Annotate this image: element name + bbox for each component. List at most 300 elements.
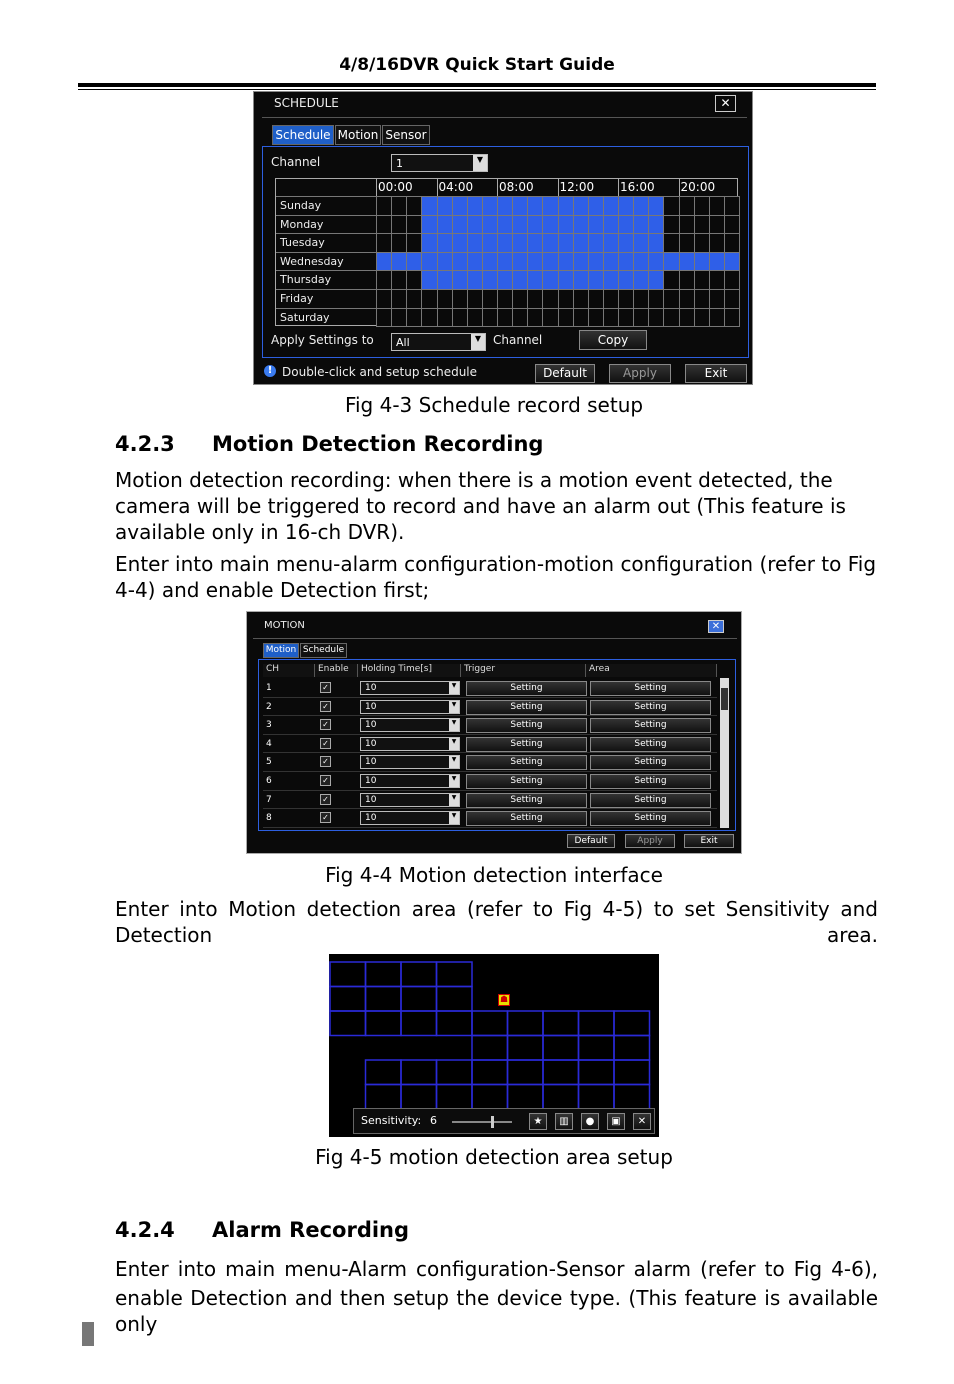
area-cell[interactable] [366,1060,402,1085]
schedule-cell[interactable] [603,215,619,235]
schedule-cell[interactable] [618,252,634,272]
schedule-cell[interactable] [633,270,649,290]
area-cell[interactable] [437,1060,473,1085]
schedule-cell[interactable] [694,215,710,235]
area-cell[interactable] [543,1011,579,1036]
footer-marker [82,1322,94,1346]
schedule-cell[interactable] [694,270,710,290]
schedule-cell[interactable] [694,233,710,253]
schedule-cell[interactable] [376,308,392,328]
schedule-cell[interactable] [618,215,634,235]
enable-checkbox[interactable]: ✓ [320,794,331,805]
schedule-cell[interactable] [648,233,664,253]
schedule-cell[interactable] [376,215,392,235]
schedule-cell[interactable] [724,233,740,253]
schedule-cell[interactable] [391,270,407,290]
schedule-cell[interactable] [497,233,513,253]
save-icon[interactable]: ▣ [607,1113,625,1130]
chevron-down-icon: ▼ [449,738,459,750]
area-cell[interactable] [401,1011,437,1036]
schedule-cell[interactable] [709,270,725,290]
schedule-cell[interactable] [406,196,422,216]
enable-checkbox[interactable]: ✓ [320,701,331,712]
schedule-cell[interactable] [406,215,422,235]
header-rule-thick [78,83,876,87]
holding-time-select[interactable] [360,755,460,769]
schedule-cell[interactable] [376,233,392,253]
schedule-cell[interactable] [542,270,558,290]
sensitivity-slider-thumb[interactable] [491,1116,494,1128]
close-icon[interactable]: ✕ [633,1113,651,1130]
schedule-cell[interactable] [512,289,528,309]
area-cell[interactable] [366,1011,402,1036]
schedule-cell[interactable] [588,233,604,253]
section-title: Motion Detection Recording [212,432,544,456]
schedule-cell[interactable] [603,252,619,272]
chevron-down-icon: ▼ [449,812,459,824]
channel-select[interactable] [391,154,488,172]
schedule-cell[interactable] [482,270,498,290]
schedule-cell[interactable] [421,289,437,309]
schedule-cell[interactable] [421,308,437,328]
enable-checkbox[interactable]: ✓ [320,719,331,730]
schedule-cell[interactable] [452,215,468,235]
schedule-cell[interactable] [588,252,604,272]
schedule-cell[interactable] [497,196,513,216]
schedule-cell[interactable] [482,215,498,235]
area-cell[interactable] [614,1085,650,1110]
apply-settings-select[interactable] [391,333,486,351]
schedule-cell[interactable] [527,270,543,290]
area-cell[interactable] [579,1036,615,1061]
schedule-cell[interactable] [542,308,558,328]
schedule-cell[interactable] [648,270,664,290]
schedule-cell[interactable] [482,308,498,328]
schedule-cell[interactable] [573,308,589,328]
schedule-cell[interactable] [663,270,679,290]
schedule-cell[interactable] [452,233,468,253]
holding-time-select[interactable] [360,700,460,714]
schedule-cell[interactable] [482,289,498,309]
trigger-setting-button[interactable]: Setting [466,718,587,733]
schedule-cell[interactable] [421,252,437,272]
schedule-cell[interactable] [512,270,528,290]
schedule-cell[interactable] [437,270,453,290]
tab-schedule[interactable]: Schedule [272,125,334,145]
area-setting-button[interactable]: Setting [590,793,711,808]
schedule-cell[interactable] [437,196,453,216]
area-cell[interactable] [508,1060,544,1085]
schedule-grid[interactable] [275,178,738,326]
area-cell[interactable] [508,1011,544,1036]
schedule-cell[interactable] [406,308,422,328]
schedule-cell[interactable] [421,270,437,290]
schedule-cell[interactable] [724,252,740,272]
schedule-cell[interactable] [558,233,574,253]
area-setting-button[interactable]: Setting [590,718,711,733]
area-cell[interactable] [508,1036,544,1061]
schedule-cell[interactable] [497,308,513,328]
schedule-cell[interactable] [437,252,453,272]
area-cell[interactable] [614,1011,650,1036]
schedule-cell[interactable] [421,215,437,235]
schedule-cell[interactable] [558,215,574,235]
area-cell[interactable] [543,1036,579,1061]
schedule-cell[interactable] [497,215,513,235]
section-4-2-4-heading [115,1218,409,1242]
schedule-cell[interactable] [633,215,649,235]
area-cell[interactable] [508,1085,544,1110]
schedule-cell[interactable] [573,289,589,309]
schedule-cell[interactable] [376,289,392,309]
schedule-cell[interactable] [467,252,483,272]
area-cell[interactable] [330,1011,366,1036]
motion-exit-button[interactable]: Exit [684,834,734,848]
scrollbar-thumb[interactable] [721,688,728,710]
schedule-cell[interactable] [603,308,619,328]
area-cell[interactable] [579,1085,615,1110]
schedule-cell[interactable] [527,196,543,216]
area-cell[interactable] [401,1085,437,1110]
holding-time-select[interactable] [360,718,460,732]
schedule-cell[interactable] [603,270,619,290]
schedule-cell[interactable] [679,308,695,328]
info-icon: ! [264,365,276,377]
schedule-cell[interactable] [603,233,619,253]
holding-time-select[interactable] [360,774,460,788]
schedule-cell[interactable] [437,233,453,253]
schedule-cell[interactable] [679,270,695,290]
schedule-cell[interactable] [527,252,543,272]
schedule-window-title: SCHEDULE [274,96,339,110]
schedule-cell[interactable] [467,233,483,253]
schedule-cell[interactable] [542,233,558,253]
area-cell[interactable] [366,1085,402,1110]
area-cell[interactable] [614,1036,650,1061]
clear-all-icon[interactable]: ▥ [555,1113,573,1130]
schedule-cell[interactable] [573,252,589,272]
area-cell[interactable] [579,1060,615,1085]
schedule-cell[interactable] [421,233,437,253]
column-header: Area [586,664,717,677]
schedule-cell[interactable] [512,215,528,235]
enable-checkbox[interactable]: ✓ [320,756,331,767]
schedule-cell[interactable] [679,252,695,272]
schedule-cell[interactable] [452,252,468,272]
schedule-cell[interactable] [679,215,695,235]
schedule-cell[interactable] [391,196,407,216]
schedule-cell[interactable] [542,252,558,272]
tab-schedule[interactable]: Schedule [300,643,347,658]
holding-time-select[interactable] [360,681,460,695]
schedule-cell[interactable] [588,289,604,309]
schedule-cell[interactable] [406,270,422,290]
schedule-cell[interactable] [633,289,649,309]
schedule-cell[interactable] [573,233,589,253]
schedule-cell[interactable] [482,233,498,253]
trigger-setting-button[interactable]: Setting [466,811,587,826]
hour-label: 08:00 [499,180,534,194]
hour-tick [376,179,377,196]
schedule-cell[interactable] [391,233,407,253]
schedule-cell[interactable] [376,270,392,290]
schedule-cell[interactable] [618,196,634,216]
area-cell[interactable] [437,1085,473,1110]
schedule-cell[interactable] [648,196,664,216]
trigger-setting-button[interactable]: Setting [466,774,587,789]
schedule-cell[interactable] [573,215,589,235]
schedule-cell[interactable] [694,308,710,328]
area-cell[interactable] [472,1036,508,1061]
exit-button[interactable]: Exit [685,364,747,383]
paragraph-alarm-line2 [115,1285,878,1337]
area-cell[interactable] [472,1085,508,1110]
row-divider [276,196,376,197]
area-cell[interactable] [472,1060,508,1085]
copy-button[interactable]: Copy [579,330,647,350]
schedule-cell[interactable] [527,289,543,309]
schedule-cell[interactable] [497,289,513,309]
schedule-cell[interactable] [603,196,619,216]
area-cell[interactable] [579,1011,615,1036]
schedule-cell[interactable] [648,215,664,235]
trigger-setting-button[interactable]: Setting [466,793,587,808]
day-label: Friday [280,292,314,305]
schedule-cell[interactable] [482,252,498,272]
schedule-cell[interactable] [724,289,740,309]
schedule-cell[interactable] [618,233,634,253]
day-label: Sunday [280,199,322,212]
schedule-cell[interactable] [633,196,649,216]
area-cell[interactable] [472,1011,508,1036]
schedule-cell[interactable] [406,252,422,272]
select-all-icon[interactable]: ★ [529,1113,547,1130]
trigger-setting-button[interactable]: Setting [466,700,587,715]
schedule-cell[interactable] [452,308,468,328]
enable-checkbox[interactable]: ✓ [320,738,331,749]
schedule-cell[interactable] [663,233,679,253]
area-cell[interactable] [401,962,437,987]
schedule-cell[interactable] [709,308,725,328]
schedule-cell[interactable] [467,196,483,216]
schedule-cell[interactable] [633,252,649,272]
schedule-cell[interactable] [709,252,725,272]
enable-checkbox[interactable]: ✓ [320,812,331,823]
schedule-window [253,91,753,385]
schedule-cell[interactable] [406,233,422,253]
holding-time-select[interactable] [360,793,460,807]
schedule-cell[interactable] [467,289,483,309]
schedule-cell[interactable] [709,233,725,253]
schedule-cell[interactable] [512,252,528,272]
schedule-cell[interactable] [694,289,710,309]
chevron-down-icon: ▼ [449,701,459,713]
hour-tick [558,179,559,196]
schedule-cell[interactable] [467,308,483,328]
schedule-cell[interactable] [482,196,498,216]
area-setting-button[interactable]: Setting [590,737,711,752]
holding-time-select[interactable] [360,737,460,751]
schedule-cell[interactable] [527,215,543,235]
schedule-cell[interactable] [694,252,710,272]
schedule-cell[interactable] [391,252,407,272]
schedule-cell[interactable] [709,215,725,235]
scrollbar[interactable] [720,678,729,828]
trigger-setting-button[interactable]: Setting [466,681,587,696]
enable-checkbox[interactable]: ✓ [320,775,331,786]
hour-label: 04:00 [438,180,474,194]
channel-number: 8 [266,813,272,824]
schedule-cell[interactable] [558,252,574,272]
schedule-cell[interactable] [452,196,468,216]
schedule-cell[interactable] [406,289,422,309]
area-cell[interactable] [543,1085,579,1110]
schedule-cell[interactable] [497,270,513,290]
area-setting-button[interactable]: Setting [590,774,711,789]
schedule-cell[interactable] [391,308,407,328]
schedule-cell[interactable] [663,196,679,216]
schedule-cell[interactable] [709,196,725,216]
section-4-2-3-heading [115,432,543,456]
schedule-cell[interactable] [558,196,574,216]
motion-close-button[interactable]: ✕ [708,620,724,633]
row-divider [276,252,376,253]
tab-motion[interactable]: Motion [263,643,299,658]
area-cell[interactable] [543,1060,579,1085]
schedule-cell[interactable] [391,215,407,235]
schedule-cell[interactable] [603,289,619,309]
schedule-cell[interactable] [512,233,528,253]
schedule-cell[interactable] [558,270,574,290]
schedule-cell[interactable] [663,289,679,309]
schedule-cell[interactable] [679,289,695,309]
hour-label: 16:00 [620,180,655,194]
schedule-hint: Double-click and setup schedule [282,365,478,379]
fig-4-4-caption: Fig 4-4 Motion detection interface [325,863,663,887]
schedule-cell[interactable] [542,215,558,235]
schedule-cell[interactable] [512,308,528,328]
schedule-cell[interactable] [724,196,740,216]
schedule-cell[interactable] [437,215,453,235]
tab-sensor[interactable]: Sensor [382,125,430,145]
schedule-cell[interactable] [679,196,695,216]
chevron-down-icon: ▼ [471,334,485,350]
schedule-cell[interactable] [588,215,604,235]
schedule-cell[interactable] [724,215,740,235]
schedule-cell[interactable] [694,196,710,216]
schedule-cell[interactable] [648,308,664,328]
area-cell[interactable] [401,1060,437,1085]
schedule-cell[interactable] [648,252,664,272]
schedule-cell[interactable] [663,215,679,235]
schedule-cell[interactable] [573,196,589,216]
area-cell[interactable] [330,987,366,1012]
schedule-cell[interactable] [452,289,468,309]
area-cell[interactable] [401,987,437,1012]
schedule-cell[interactable] [542,289,558,309]
area-cell[interactable] [437,1011,473,1036]
area-cell[interactable] [437,987,473,1012]
schedule-cell[interactable] [512,196,528,216]
area-setting-button[interactable]: Setting [590,681,711,696]
apply-button[interactable]: Apply [609,364,671,383]
motion-table [263,664,727,828]
schedule-cell[interactable] [376,252,392,272]
enable-checkbox[interactable]: ✓ [320,682,331,693]
area-cell[interactable] [437,962,473,987]
schedule-cell[interactable] [542,196,558,216]
motion-apply-button[interactable]: Apply [625,834,675,848]
tab-motion[interactable]: Motion [335,125,381,145]
area-cell[interactable] [366,987,402,1012]
area-setting-button[interactable]: Setting [590,811,711,826]
area-cell[interactable] [330,962,366,987]
schedule-cell[interactable] [497,252,513,272]
schedule-cell[interactable] [467,215,483,235]
schedule-cell[interactable] [588,196,604,216]
schedule-cell[interactable] [376,196,392,216]
area-cell[interactable] [614,1060,650,1085]
schedule-cell[interactable] [618,270,634,290]
sensitivity-slider[interactable] [452,1121,512,1123]
motion-default-button[interactable]: Default [567,834,615,848]
schedule-cell[interactable] [437,289,453,309]
test-person-icon[interactable]: ● [581,1113,599,1130]
schedule-cell[interactable] [467,270,483,290]
holding-time-select[interactable] [360,811,460,825]
area-setting-button[interactable]: Setting [590,755,711,770]
schedule-cell[interactable] [618,289,634,309]
schedule-cell[interactable] [618,308,634,328]
area-setting-button[interactable]: Setting [590,700,711,715]
schedule-cell[interactable] [633,233,649,253]
schedule-cell[interactable] [663,252,679,272]
trigger-setting-button[interactable]: Setting [466,737,587,752]
schedule-cell[interactable] [391,289,407,309]
schedule-cell[interactable] [558,289,574,309]
fig-4-5-caption: Fig 4-5 motion detection area setup [315,1145,673,1169]
schedule-cell[interactable] [421,196,437,216]
chevron-down-icon: ▼ [449,794,459,806]
paragraph-alarm-line1-text: Enter into main menu-Alarm configuration-Sensor alarm (refer to Fig 4-6), [115,1257,878,1281]
channel-label: Channel [271,155,321,169]
schedule-cell[interactable] [588,270,604,290]
area-cell[interactable] [366,962,402,987]
hour-label: 12:00 [559,180,595,194]
schedule-close-button[interactable]: ✕ [715,95,736,112]
schedule-cell[interactable] [633,308,649,328]
schedule-cell[interactable] [724,308,740,328]
trigger-setting-button[interactable]: Setting [466,755,587,770]
schedule-cell[interactable] [452,270,468,290]
default-button[interactable]: Default [535,364,595,383]
schedule-cell[interactable] [588,308,604,328]
schedule-cell[interactable] [558,308,574,328]
schedule-cell[interactable] [724,270,740,290]
schedule-cell[interactable] [573,270,589,290]
day-label: Thursday [280,273,332,287]
schedule-cell[interactable] [709,289,725,309]
schedule-cell[interactable] [527,308,543,328]
hour-tick [618,179,619,196]
holding-time-value: 10 [365,813,377,824]
schedule-cell[interactable] [648,289,664,309]
sensitivity-label: Sensitivity: [361,1114,422,1127]
schedule-cell[interactable] [663,308,679,328]
schedule-cell[interactable] [679,233,695,253]
schedule-cell[interactable] [527,233,543,253]
schedule-cell[interactable] [437,308,453,328]
